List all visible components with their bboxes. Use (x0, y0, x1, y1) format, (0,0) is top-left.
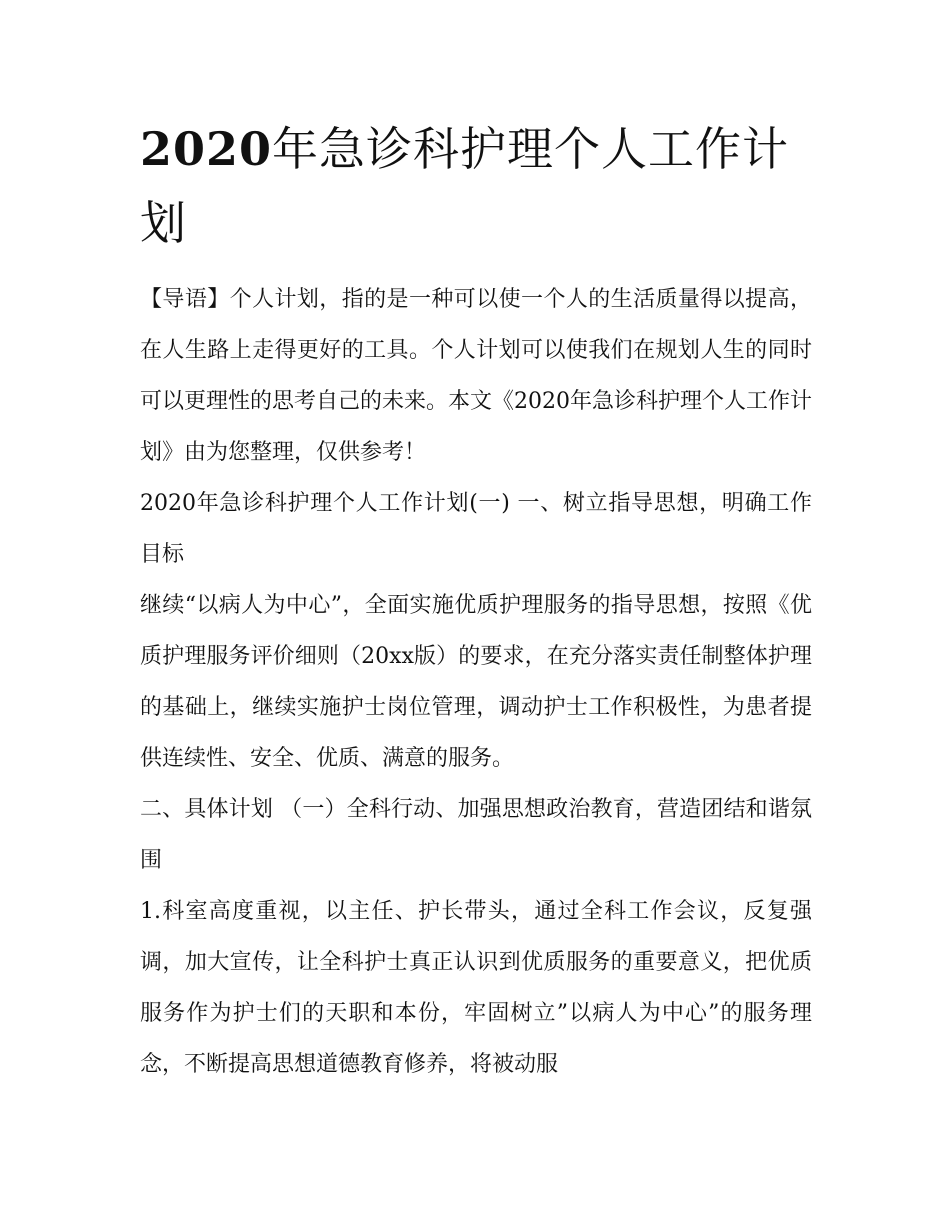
title-year: 2020 (140, 122, 273, 176)
section-heading-1: 2020年急诊科护理个人工作计划(一) 一、树立指导思想，明确工作目标 (140, 491, 812, 567)
document-title (140, 112, 812, 260)
document-page (140, 112, 812, 1090)
body-paragraph: 继续“以病人为中心”，全面实施优质护理服务的指导思想，按照《优质护理服务评价细则（20xx版）的要求，在充分落实责任制整体护理的基础上，继续实施护士岗位管理，调动护士工作积极性，为患者提供连续性、安全、优质、满意的服务。 (140, 593, 812, 771)
intro-paragraph: 【导语】个人计划，指的是一种可以使一个人的生活质量得以提高，在人生路上走得更好的工具。个人计划可以使我们在规划人生的同时可以更理性的思考自己的未来。本文《2020年急诊科护理个人工作计划》由为您整理，仅供参考！ (140, 287, 812, 465)
section-heading-2: 二、具体计划 （一）全科行动、加强思想政治教育，营造团结和谐氛围 (140, 797, 812, 873)
title-text: 年急诊科护理个人工作计划 (140, 122, 790, 250)
body-paragraph: 1.科室高度重视，以主任、护长带头，通过全科工作会议，反复强调，加大宣传，让全科护士真正认识到优质服务的重要意义，把优质服务作为护士们的天职和本份，牢固树立”以病人为中心”的服务理念，不断提高思想道德教育修养，将被动服 (140, 899, 812, 1077)
